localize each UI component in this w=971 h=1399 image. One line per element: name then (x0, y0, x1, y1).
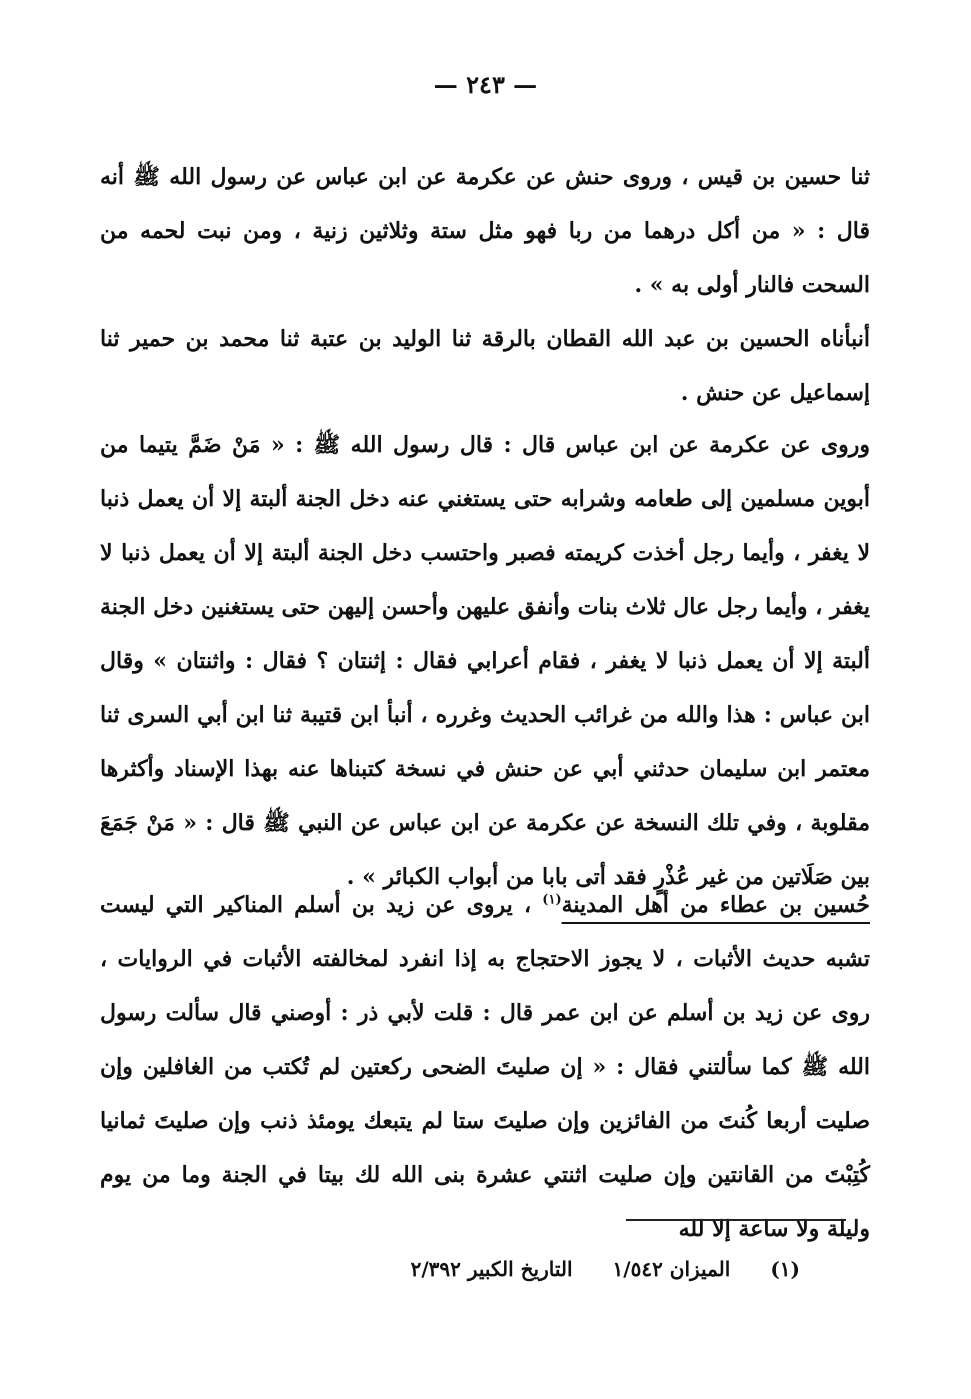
footnote (100, 1252, 800, 1286)
narrator-name: حُسين بن عطاء من أهل المدينة (561, 892, 870, 918)
footnote-divider (626, 1219, 846, 1221)
paragraph-1: ثنا حسين بن قيس ، وروى حنش عن عكرمة عن ابن عباس عن رسول الله ﷺ أنه قال : « من أكل درهما من ربا فهو مثل ستة وثلاثين زنية ، ومن نبت لحمه من السحت فالنار أولى به » . (100, 164, 870, 298)
footnote-ref-mizan: الميزان ١/٥٤٢ (612, 1257, 731, 1281)
footnote-marker: (١) (770, 1257, 800, 1281)
paragraph-3: وروى عن عكرمة عن ابن عباس قال : قال رسول الله ﷺ : « مَنْ ضَمَّ يتيما من أبوين مسلمين إلى طعامه وشرابه حتى يستغني عنه دخل الجنة ألبتة إلا أن يعمل ذنبا لا يغفر ، وأيما رجل أخذت كريمته فصبر واحتسب دخل الجنة ألبتة إلا أن يعمل ذنبا لا يغفر ، وأيما رجل عال ثلاث بنات وأنفق عليهن وأحسن إليهن حتى يستغنين دخل الجنة ألبتة إلا أن يعمل ذنبا لا يغفر ، فقام أعرابي فقال : إثنتان ؟ فقال : واثنتان » وقال ابن عباس : هذا والله من غرائب الحديث وغرره ، أنبأ ابن قتيبة ثنا ابن أبي السرى ثنا معتمر ابن سليمان حدثني أبي عن حنش في نسخة كتبناها عنه بهذا الإسناد وأكثرها مقلوبة ، وفي تلك النسخة عن عكرمة عن ابن عباس عن النبي ﷺ قال : « مَنْ جَمَعَ بين صَلَاتين من غير عُذْرٍ فقد أتى بابا من أبواب الكبائر » . (100, 432, 870, 890)
paragraph-2: أنبأناه الحسين بن عبد الله القطان بالرقة ثنا الوليد بن عتبة ثنا محمد بن حمير ثنا إسماعيل عن حنش . (100, 326, 870, 406)
narrator-entry (100, 878, 870, 1256)
footnote-ref-tarikh: التاريخ الكبير ٢/٣٩٢ (410, 1257, 573, 1281)
footnote-reference: (١) (542, 892, 562, 908)
narrator-entry-text: ، يروى عن زيد بن أسلم المناكير التي ليست تشبه حديث الأثبات ، لا يجوز الاحتجاج به إذا انفرد لمخالفته الأثبات في الروايات ، روى عن زيد بن أسلم عن ابن عمر قال : قلت لأبي ذر : أوصني قال سألت رسول الله ﷺ كما سألتني فقال : « إن صليتَ الضحى ركعتين لم تُكتب من الغافلين وإن صليت أربعا كُنتَ من الفائزين وإن صليتَ ستا لم يتبعك يومئذ ذنب وإن صليتَ ثمانيا كُتِبْتَ من القانتين وإن صليت اثنتي عشرة بنى الله لك بيتا في الجنة وما من يوم وليلة ولا ساعة إلا لله (100, 892, 871, 1242)
page-number: — ٢٤٣ — (433, 70, 538, 99)
